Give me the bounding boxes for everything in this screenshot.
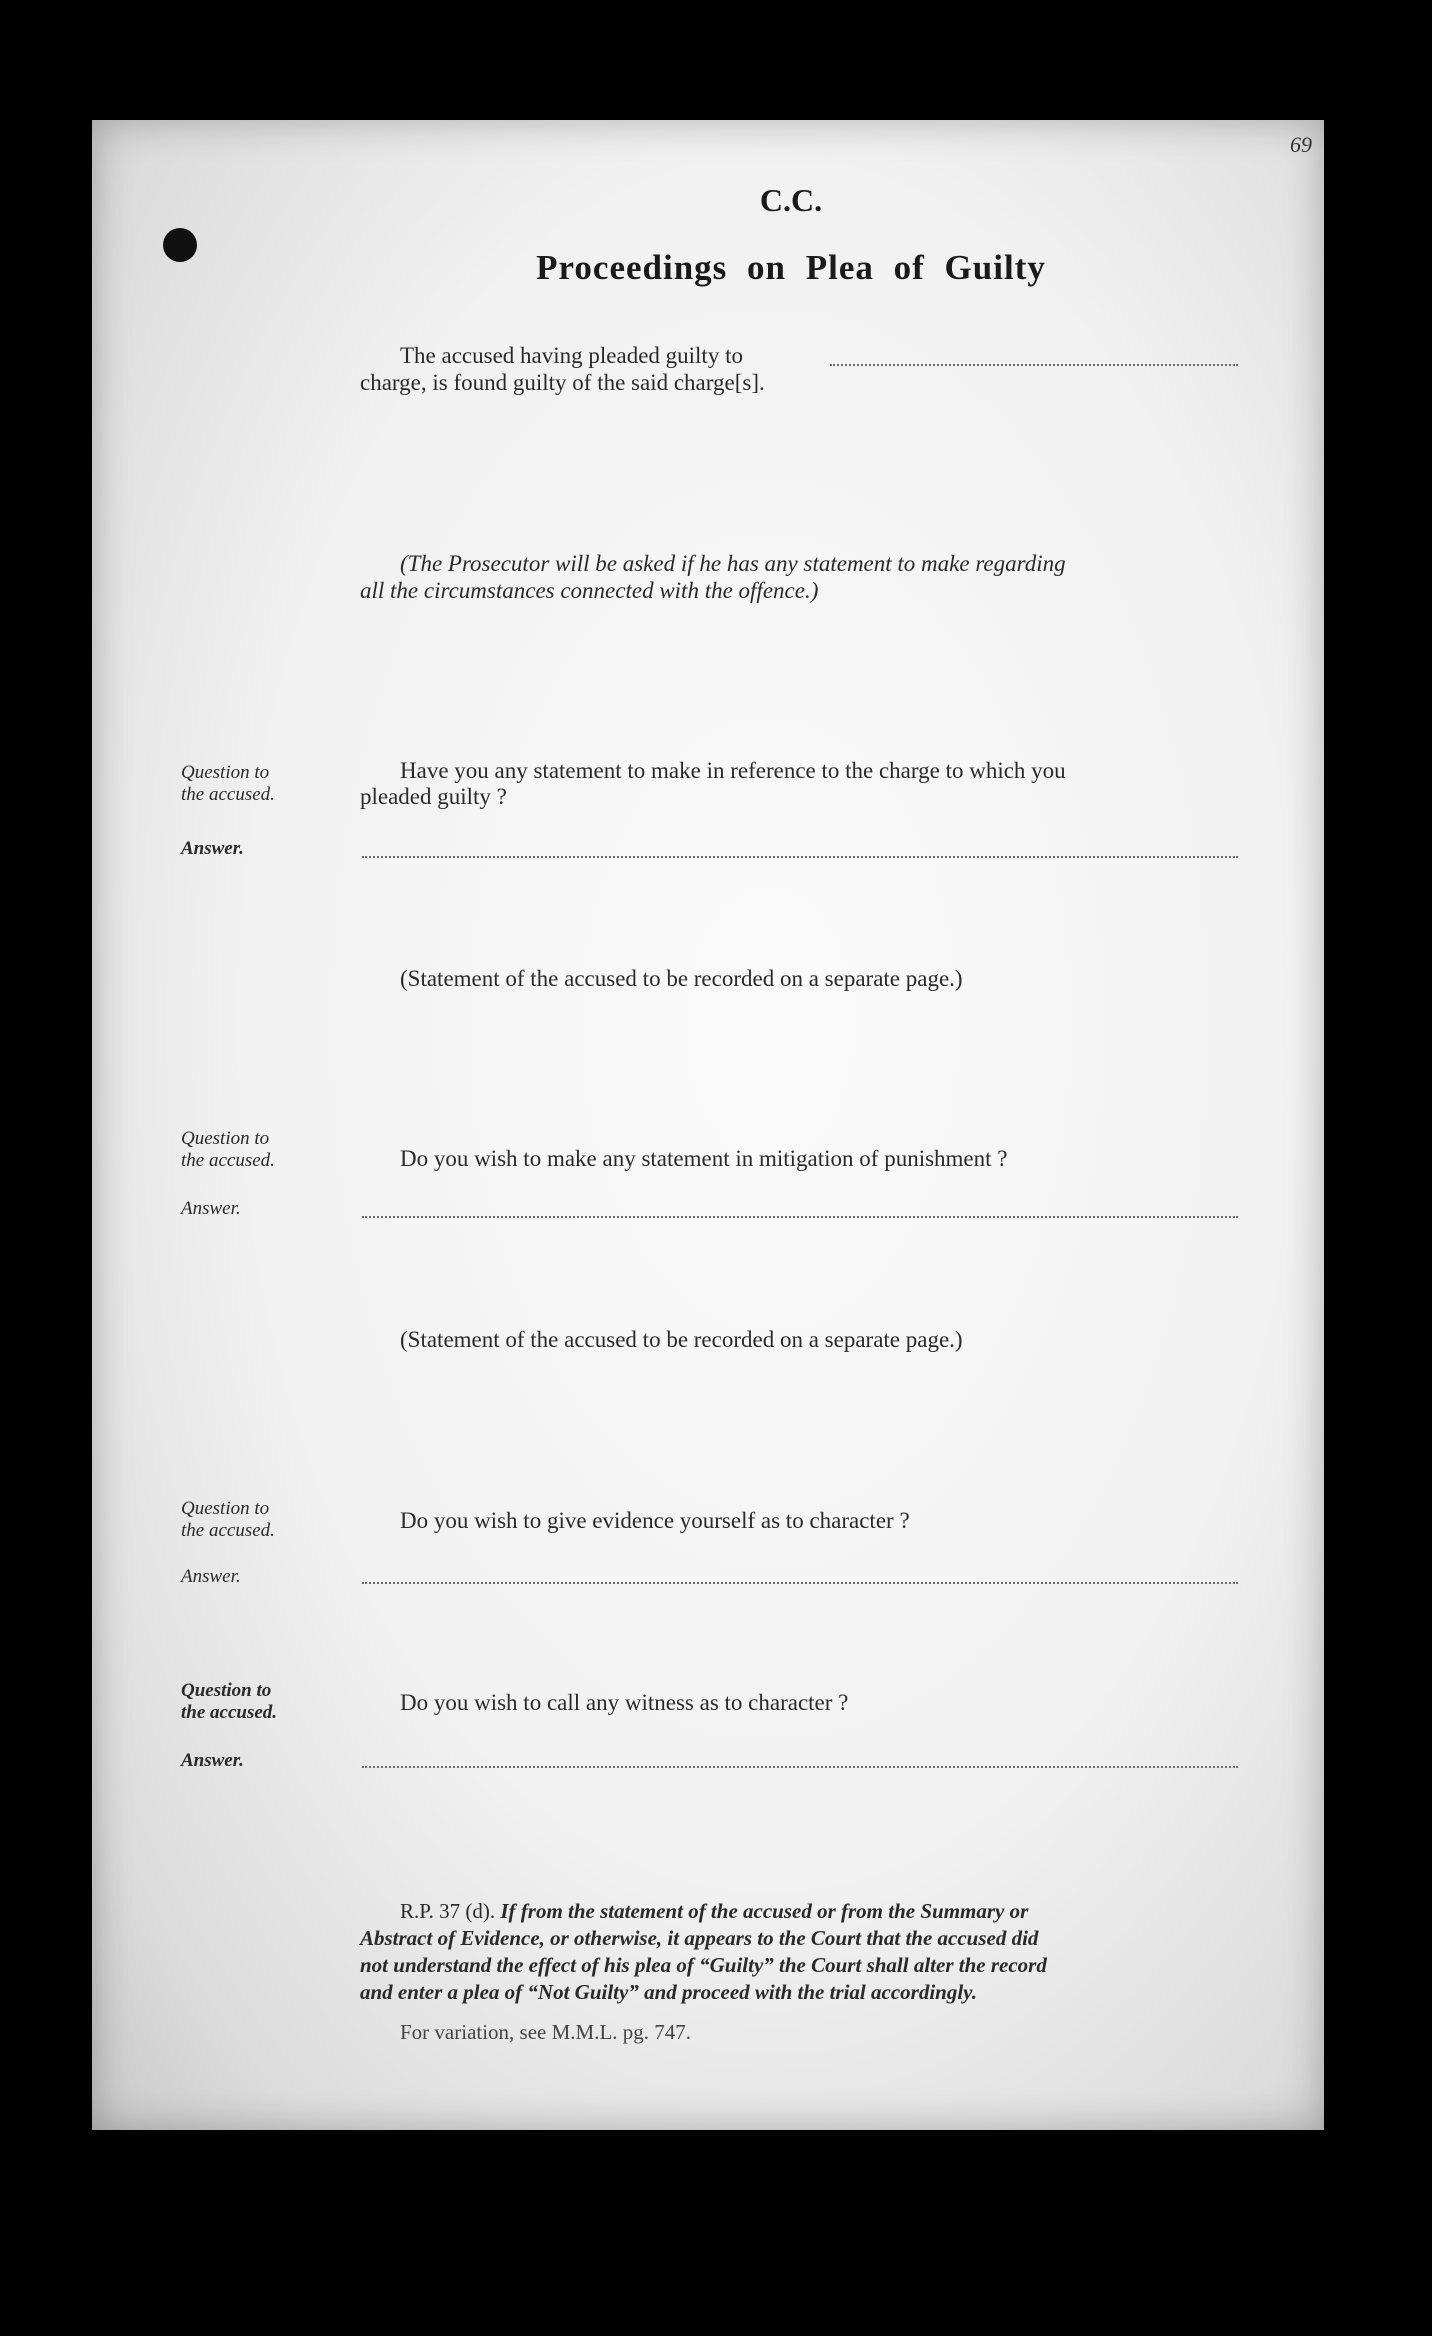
question-2-answer-line[interactable] — [362, 1216, 1238, 1218]
rule-note-line-4: and enter a plea of “Not Guilty” and proceed with the trial accordingly. — [360, 1980, 977, 2004]
question-label-line-2: the accused. — [181, 1520, 275, 1541]
question-3-answer-label: Answer. — [181, 1566, 241, 1587]
question-4-answer-line[interactable] — [362, 1766, 1238, 1768]
question-4-label — [181, 1680, 277, 1724]
intro-line-2: charge, is found guilty of the said charge[s]. — [360, 370, 765, 395]
prosecutor-note-line-1: (The Prosecutor will be asked if he has any statement to make regarding — [400, 551, 1066, 576]
question-label-line-2: the accused. — [181, 784, 275, 805]
question-label-line-1: Question to — [181, 1128, 270, 1149]
rule-note-line-3: not understand the effect of his plea of “Guilty” the Court shall alter the record — [360, 1953, 1047, 1977]
page-number: 69 — [1290, 132, 1312, 157]
question-2-followup: (Statement of the accused to be recorded on a separate page.) — [400, 1327, 963, 1352]
form-title: Proceedings on Plea of Guilty — [536, 248, 1046, 287]
question-1-followup: (Statement of the accused to be recorded on a separate page.) — [400, 966, 963, 991]
question-1-text-line-1: Have you any statement to make in reference to the charge to which you — [400, 758, 1066, 783]
question-1-answer-label: Answer. — [181, 838, 244, 859]
question-1-answer-line[interactable] — [362, 856, 1238, 858]
question-2-label — [181, 1128, 275, 1172]
question-3-label — [181, 1498, 275, 1542]
charge-blank[interactable] — [830, 364, 1238, 366]
question-1-text-line-2: pleaded guilty ? — [360, 784, 507, 809]
question-label-line-1: Question to — [181, 1680, 272, 1701]
prosecutor-note-line-2: all the circumstances connected with the offence.) — [360, 578, 819, 603]
rule-note — [360, 1898, 1240, 2006]
rule-note-line-1: R.P. 37 (d). If from the statement of the accused or from the Summary or — [400, 1899, 1029, 1923]
question-2-answer-label: Answer. — [181, 1198, 241, 1219]
intro-line-1: The accused having pleaded guilty to — [400, 343, 743, 368]
form-page — [92, 120, 1324, 2130]
question-label-line-2: the accused. — [181, 1150, 275, 1171]
question-3-answer-line[interactable] — [362, 1582, 1238, 1584]
question-4-answer-label: Answer. — [181, 1750, 244, 1771]
question-label-line-1: Question to — [181, 1498, 270, 1519]
question-1-label — [181, 762, 275, 806]
question-4-text: Do you wish to call any witness as to character ? — [400, 1690, 849, 1715]
rule-note-line-2: Abstract of Evidence, or otherwise, it appears to the Court that the accused did — [360, 1926, 1039, 1950]
variation-footer: For variation, see M.M.L. pg. 747. — [400, 2020, 692, 2044]
form-code: C.C. — [759, 182, 823, 218]
rule-reference: R.P. 37 (d). — [400, 1899, 496, 1923]
question-label-line-2: the accused. — [181, 1702, 278, 1723]
question-2-text: Do you wish to make any statement in mitigation of punishment ? — [400, 1146, 1008, 1171]
question-3-text: Do you wish to give evidence yourself as to character ? — [400, 1508, 910, 1533]
question-label-line-1: Question to — [181, 762, 270, 783]
